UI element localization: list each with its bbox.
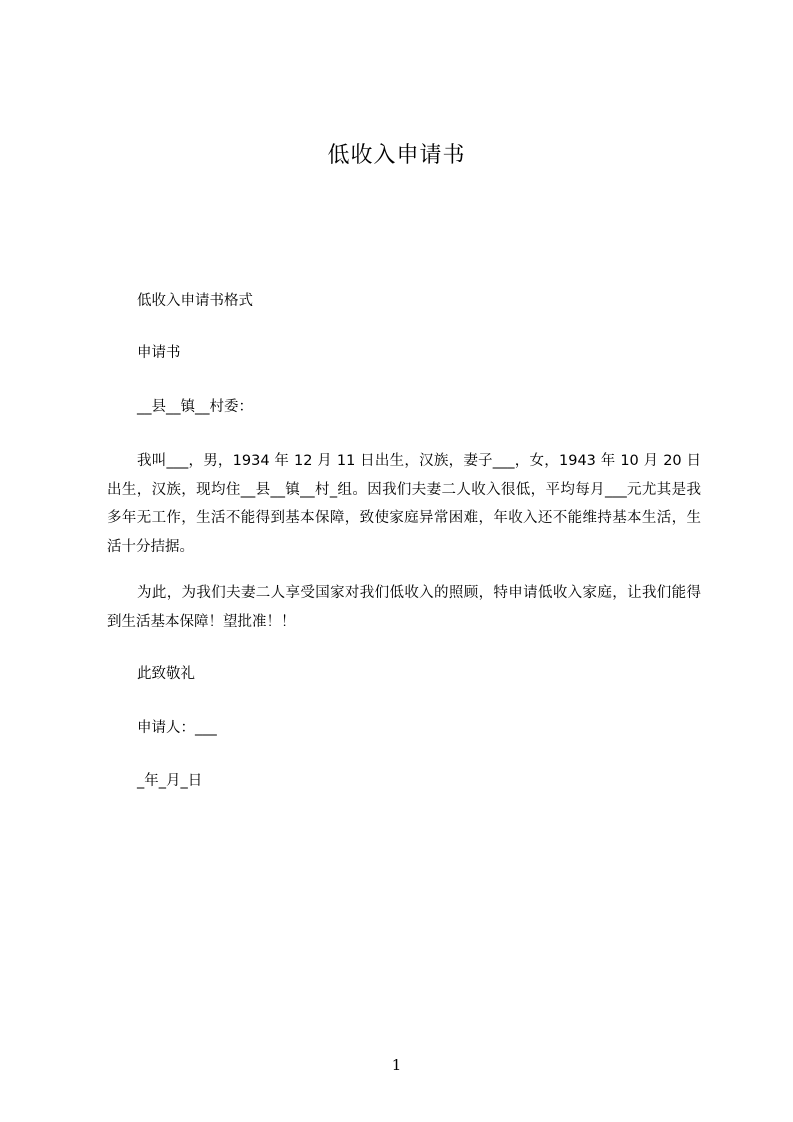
page-number: 1 xyxy=(391,1056,402,1074)
section-heading: 低收入申请书格式 xyxy=(137,293,253,309)
addressee-line: __县__镇__村委： xyxy=(137,399,253,415)
body-paragraph-1: 我叫___，男，1934 年 12 月 11 日出生，汉族，妻子___，女，1943 年 10 月 20 日出生，汉族，现均住__县__镇__村_组。因我们夫妻二人收入很低，平均每月___元尤其是我多年无工作，生活不能得到基本保障，致使家庭异常困难，年收入还不能维持基本生活，生活十分拮据。 xyxy=(107,453,701,555)
body-paragraph-2: 为此，为我们夫妻二人享受国家对我们低收入的照顾，特申请低收入家庭，让我们能得到生活基本保障！望批准！！ xyxy=(107,585,701,630)
document-title: 低收入申请书 xyxy=(327,143,466,168)
closing-salutation: 此致敬礼 xyxy=(137,666,195,682)
letter-heading: 申请书 xyxy=(137,345,181,361)
applicant-line: 申请人：___ xyxy=(137,720,217,736)
date-line: _年_月_日 xyxy=(137,773,203,789)
